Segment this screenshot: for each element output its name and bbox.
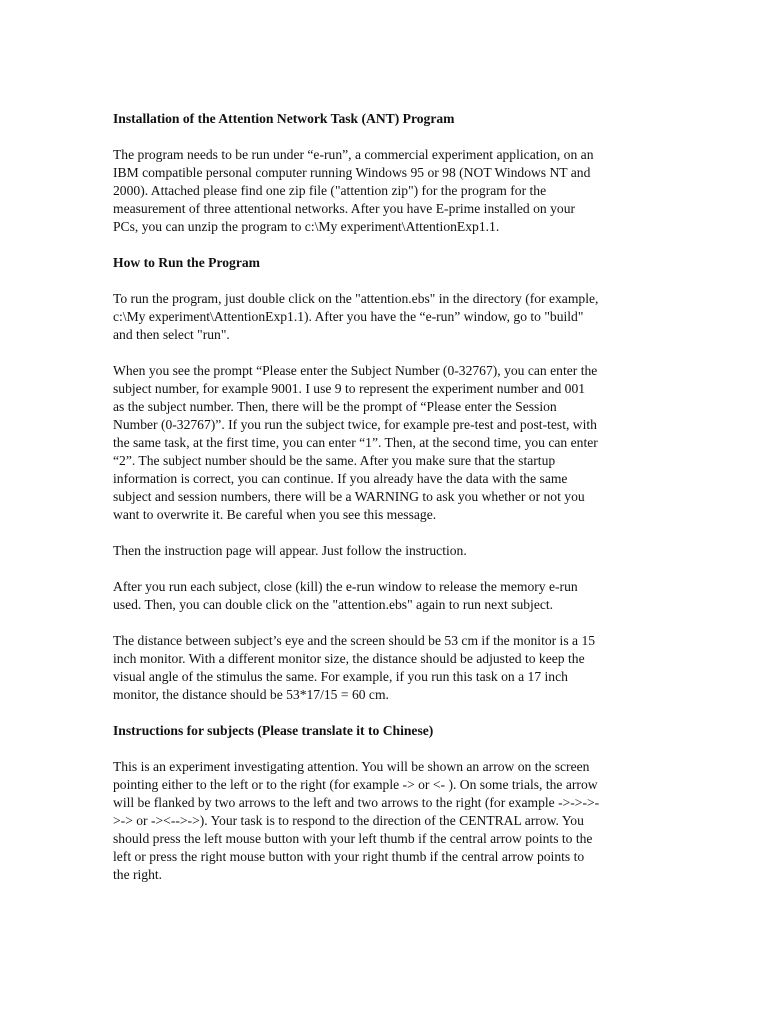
text-line: To run the program, just double click on the "attention.ebs" in the directory (for example, bbox=[113, 291, 599, 306]
text-line: inch monitor. With a different monitor size, the distance should be adjusted to keep the bbox=[113, 651, 585, 666]
text-line: and then select "run". bbox=[113, 327, 230, 342]
text-line: will be flanked by two arrows to the left and two arrows to the right (for example ->->->- bbox=[113, 795, 600, 810]
text-line: the same task, at the first time, you can enter “1”. Then, at the second time, you can enter bbox=[113, 435, 598, 450]
paragraph-instruction-page bbox=[113, 542, 653, 560]
text-line: should press the left mouse button with your left thumb if the central arrow points to the bbox=[113, 831, 593, 846]
text-line: When you see the prompt “Please enter the Subject Number (0-32767), you can enter the bbox=[113, 363, 598, 378]
text-line: want to overwrite it. Be careful when you see this message. bbox=[113, 507, 437, 522]
text-line: monitor, the distance should be 53*17/15 = 60 cm. bbox=[113, 687, 389, 702]
text-line: After you run each subject, close (kill) the e-run window to release the memory e-run bbox=[113, 579, 578, 594]
paragraph-monitor-distance bbox=[113, 632, 653, 704]
text-line: IBM compatible personal computer running Windows 95 or 98 (NOT Windows NT and bbox=[113, 165, 591, 180]
section-heading-instructions-subjects: Instructions for subjects (Please translate it to Chinese) bbox=[113, 723, 434, 738]
text-line: used. Then, you can double click on the "attention.ebs" again to run next subject. bbox=[113, 597, 554, 612]
text-line: Number (0-32767)”. If you run the subject twice, for example pre-test and post-test, with bbox=[113, 417, 597, 432]
text-line: subject and session numbers, there will be a WARNING to ask you whether or not you bbox=[113, 489, 585, 504]
section-heading-how-to-run: How to Run the Program bbox=[113, 255, 261, 270]
text-line: Then the instruction page will appear. Just follow the instruction. bbox=[113, 543, 467, 558]
text-line: PCs, you can unzip the program to c:\My experiment\AttentionExp1.1. bbox=[113, 219, 500, 234]
paragraph-subject-number bbox=[113, 362, 653, 524]
text-line: 2000). Attached please find one zip file ("attention zip") for the program for the bbox=[113, 183, 547, 198]
text-line: measurement of three attentional networks. After you have E-prime installed on your bbox=[113, 201, 576, 216]
text-line: c:\My experiment\AttentionExp1.1). After you have the “e-run” window, go to "build" bbox=[113, 309, 584, 324]
text-line: The distance between subject’s eye and the screen should be 53 cm if the monitor is a 15 bbox=[113, 633, 596, 648]
text-line: visual angle of the stimulus the same. For example, if you run this task on a 17 inch bbox=[113, 669, 568, 684]
text-line: “2”. The subject number should be the same. After you make sure that the startup bbox=[113, 453, 556, 468]
paragraph-installation bbox=[113, 146, 653, 236]
text-line: pointing either to the left or to the right (for example -> or <- ). On some trials, the arrow bbox=[113, 777, 598, 792]
text-line: the right. bbox=[113, 867, 163, 882]
section-heading-installation: Installation of the Attention Network Task (ANT) Program bbox=[113, 111, 455, 126]
paragraph-close-erun bbox=[113, 578, 653, 614]
text-line: This is an experiment investigating attention. You will be shown an arrow on the screen bbox=[113, 759, 590, 774]
text-line: subject number, for example 9001. I use 9 to represent the experiment number and 001 bbox=[113, 381, 586, 396]
paragraph-run-program bbox=[113, 290, 653, 344]
document-page bbox=[113, 110, 653, 902]
text-line: information is correct, you can continue. If you already have the data with the same bbox=[113, 471, 568, 486]
text-line: as the subject number. Then, there will be the prompt of “Please enter the Session bbox=[113, 399, 557, 414]
text-line: The program needs to be run under “e-run”, a commercial experiment application, on an bbox=[113, 147, 594, 162]
paragraph-subject-instructions bbox=[113, 758, 653, 884]
text-line: left or press the right mouse button with your right thumb if the central arrow points to bbox=[113, 849, 585, 864]
text-line: >-> or -><-->->). Your task is to respond to the direction of the CENTRAL arrow. You bbox=[113, 813, 584, 828]
